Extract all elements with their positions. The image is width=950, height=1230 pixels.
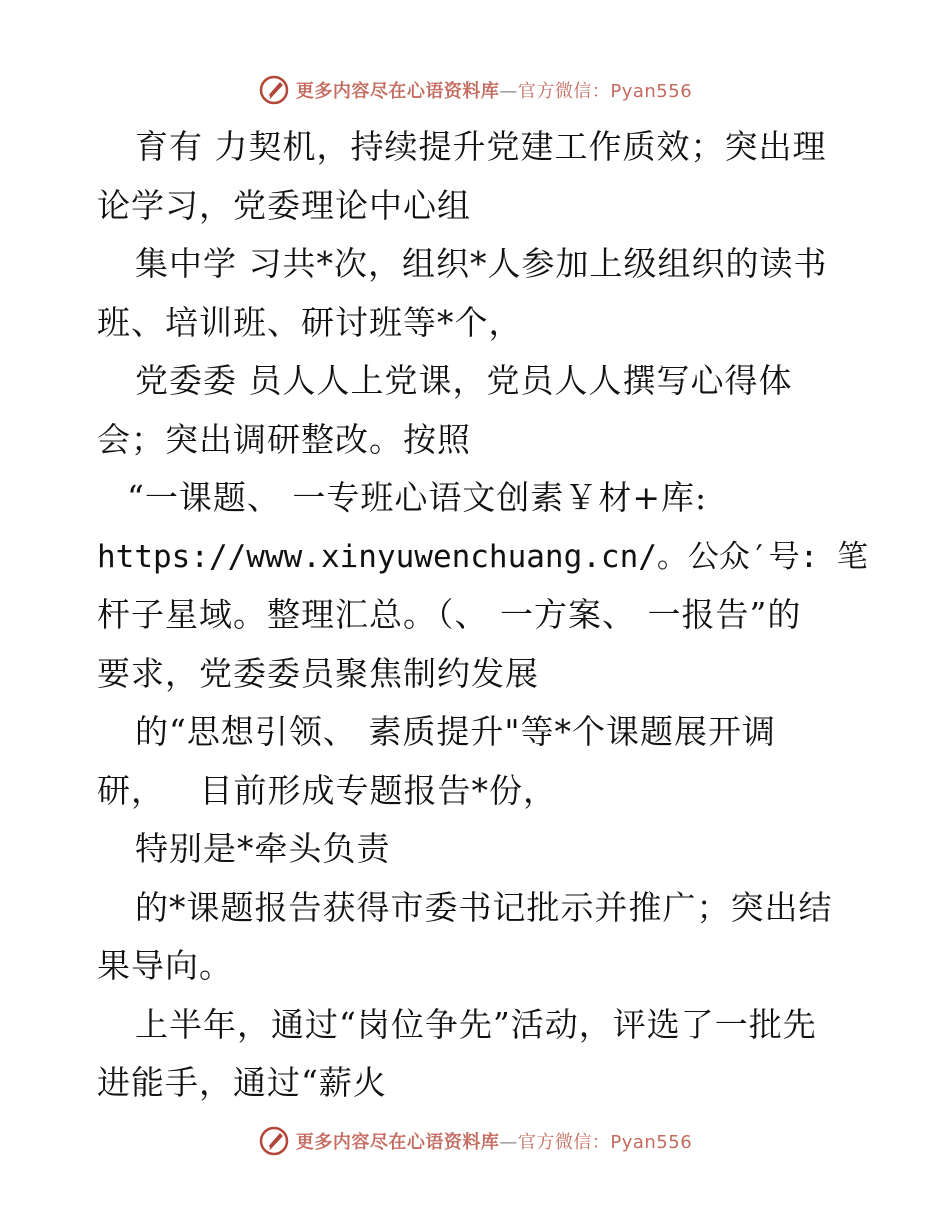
watermark-brand: 更多内容尽在心语资料库 [295, 81, 500, 102]
pen-seal-logo-icon [258, 1125, 290, 1157]
footer-watermark [0, 1121, 950, 1161]
text-line: 的*课题报告获得市委书记批示并推广；突出结 [135, 887, 833, 927]
text-line: 杆子星域。整理汇总。（、 一方案、 一报告”的 [97, 595, 802, 634]
text-line: 上半年，通过“岗位争先”活动，评选了一批先 [135, 1004, 817, 1044]
text-line: 党委委 员人人上党课，党员人人撰写心得体 [135, 361, 793, 400]
watermark-wechat: 官方微信：Pyan556 [517, 1132, 693, 1153]
text-line: 特别是*牵头负责 [135, 829, 391, 868]
text-line-url: https://www.xinyuwenchuang.cn/。公众′号: 笔 [97, 538, 868, 575]
text-line: 要求，党委委员聚焦制约发展 [97, 653, 539, 693]
text-line: 研， 目前形成专题报告*份， [97, 770, 557, 810]
text-line: “一课题、 一专班心语文创素￥材+库: [127, 478, 708, 517]
document-body [97, 118, 867, 1113]
text-line: 班、培训班、研讨班等*个， [97, 302, 523, 342]
header-watermark [0, 70, 950, 110]
watermark-separator: — [499, 1132, 518, 1153]
text-line: 果导向。 [97, 946, 233, 985]
watermark-text [296, 1128, 692, 1154]
watermark-text [296, 77, 692, 103]
pen-seal-logo-icon [258, 74, 290, 106]
text-line: 集中学 习共*次，组织*人参加上级组织的读书 [135, 244, 828, 283]
text-line: 论学习，党委理论中心组 [97, 185, 471, 225]
watermark-brand: 更多内容尽在心语资料库 [295, 1132, 500, 1153]
text-line: 会；突出调研整改。按照 [97, 419, 471, 459]
text-line: 育有 力契机，持续提升党建工作质效；突出理 [135, 127, 827, 166]
watermark-wechat: 官方微信：Pyan556 [517, 81, 693, 102]
watermark-separator: — [499, 81, 518, 102]
text-line: 进能手，通过“薪火 [97, 1063, 387, 1102]
text-line: 的“思想引领、 素质提升"等*个课题展开调 [135, 712, 777, 751]
